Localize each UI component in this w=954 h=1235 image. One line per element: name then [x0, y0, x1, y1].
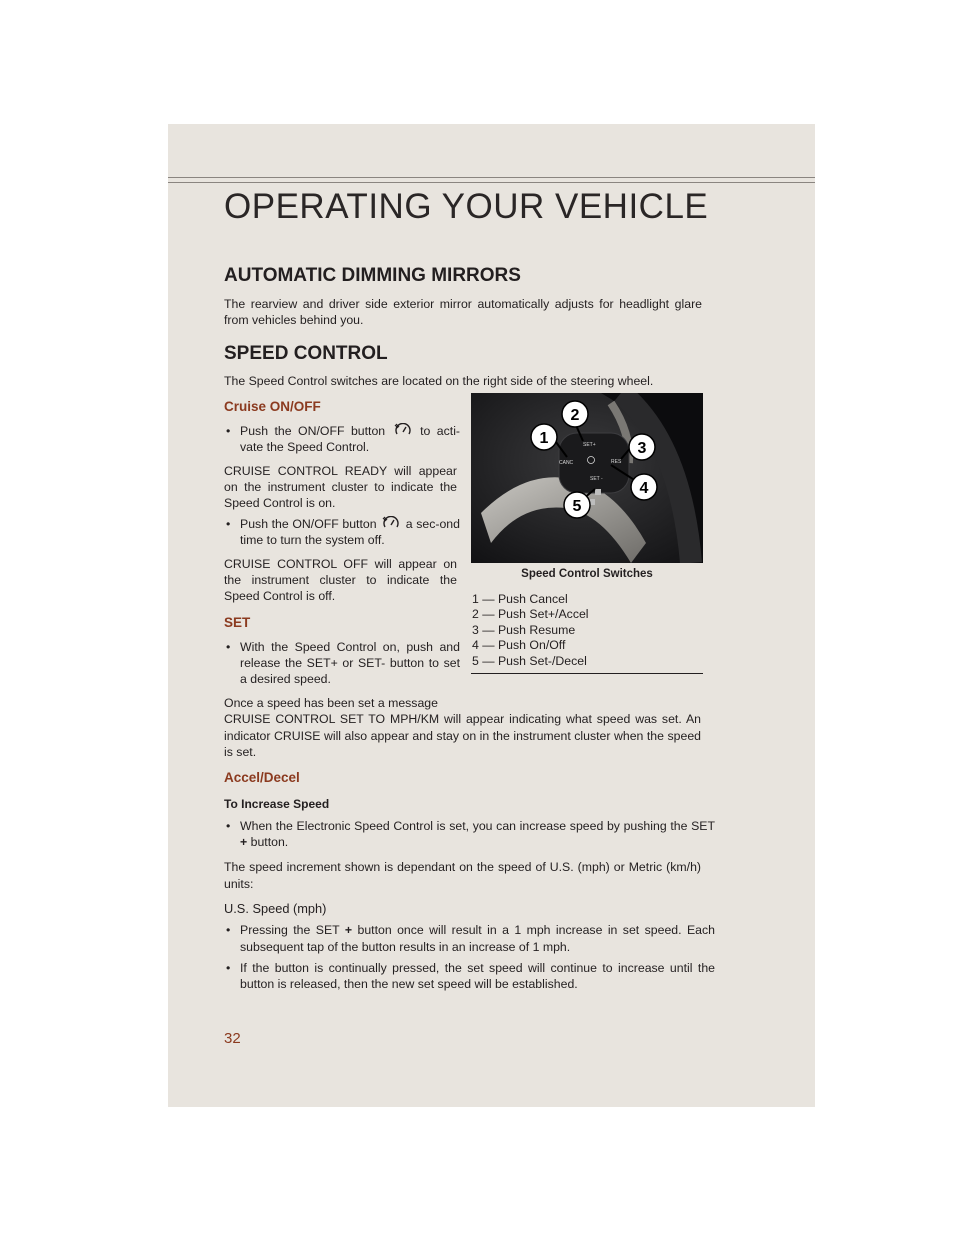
plus-symbol: + [344, 923, 353, 937]
bullet-dot: • [226, 819, 231, 833]
legend-item-3: 3 — Push Resume [472, 622, 576, 637]
legend-item-2: 2 — Push Set+/Accel [472, 607, 589, 622]
bullet-text: Push the ON/OFF button [240, 517, 377, 531]
bullet-text-cont: to acti-vate the Speed Control. [240, 424, 461, 454]
bullet-dot: • [226, 517, 231, 531]
legend-rule [471, 673, 703, 674]
chapter-title: OPERATING YOUR VEHICLE [224, 187, 709, 226]
bullet-text-cont: button once will result in a 1 mph increase in set speed. Each subsequent tap of the button results in an increase of 1 mph. [240, 923, 715, 954]
svg-text:2: 2 [570, 407, 580, 424]
figure-legend [472, 592, 589, 669]
bullet-text: When the Electronic Speed Control is set, you can increase speed by pushing the SET [240, 819, 715, 833]
subheading-increase-speed: To Increase Speed [224, 797, 330, 811]
bullet-text: If the button is continually pressed, the set speed will continue to increase until the button is released, then the new set speed will be established. [240, 961, 715, 991]
label-set-minus: SET - [590, 476, 603, 482]
svg-text:1: 1 [539, 430, 549, 447]
us-bullet-1 [226, 922, 715, 956]
bullet-dot: • [226, 640, 231, 654]
page-number: 32 [224, 1030, 241, 1047]
us-bullet-2 [226, 960, 715, 992]
legend-item-1: 1 — Push Cancel [472, 592, 568, 606]
plus-symbol: + [240, 835, 248, 849]
heading-dimming-mirrors: AUTOMATIC DIMMING MIRRORS [224, 265, 521, 286]
cruise-bullet-1 [226, 423, 460, 455]
header-rule-secondary [168, 182, 815, 183]
callout-3 [629, 434, 655, 460]
bullet-text-cont: a sec-ond time to turn the system off. [240, 517, 460, 547]
callout-1 [531, 424, 557, 450]
callout-5 [564, 492, 590, 518]
increment-text: The speed increment shown is dependant on the speed of U.S. (mph) or Metric (km/h) units: [224, 860, 701, 891]
set-bullet [226, 639, 460, 687]
label-res: RES [611, 459, 622, 465]
cruise-control-icon [394, 423, 412, 437]
cruise-ready-text: CRUISE CONTROL READY will appear on the instrument cluster to indicate the Speed Control is on. [224, 464, 457, 511]
steering-wheel-illustration [471, 393, 703, 563]
svg-text:4: 4 [639, 480, 649, 497]
bullet-text: With the Speed Control on, push and release the SET+ or SET- button to set a desired speed. [240, 640, 460, 686]
label-canc: CANC [559, 460, 574, 466]
svg-text:3: 3 [637, 440, 647, 457]
accel-bullet [226, 818, 715, 850]
cruise-off-text: CRUISE CONTROL OFF will appear on the instrument cluster to indicate the Speed Control is off. [224, 557, 457, 604]
page [168, 124, 815, 1107]
heading-cruise-onoff: Cruise ON/OFF [224, 399, 321, 414]
bullet-text: Pressing the SET [240, 923, 345, 937]
set-message-line1: Once a speed has been set a message [224, 696, 438, 710]
heading-accel-decel: Accel/Decel [224, 770, 300, 785]
callout-4 [631, 474, 657, 500]
bullet-text: Push the ON/OFF button [240, 424, 386, 438]
heading-set: SET [224, 615, 251, 630]
set-message-rest: CRUISE CONTROL SET TO MPH/KM will appear indicating what speed was set. An indicator CRUISE will also appear and stay on in the instrument cluster when the speed is set. [224, 712, 701, 759]
cruise-control-icon [382, 516, 400, 530]
legend-item-5: 5 — Push Set-/Decel [472, 653, 587, 668]
speed-control-switches-figure [471, 393, 703, 563]
bullet-dot: • [226, 923, 231, 937]
us-speed-label: U.S. Speed (mph) [224, 901, 327, 916]
bullet-dot: • [226, 424, 231, 438]
speed-intro: The Speed Control switches are located on the right side of the steering wheel. [224, 374, 654, 388]
dimming-text: The rearview and driver side exterior mirror automatically adjusts for headlight glare from vehicles behind you. [224, 297, 702, 328]
figure-caption: Speed Control Switches [521, 568, 653, 580]
svg-text:5: 5 [572, 498, 582, 515]
heading-speed-control: SPEED CONTROL [224, 343, 388, 364]
legend-item-4: 4 — Push On/Off [472, 638, 566, 653]
label-set-plus: SET+ [583, 442, 596, 448]
cruise-bullet-2 [226, 516, 460, 548]
header-rule [168, 177, 815, 178]
callout-2 [562, 401, 588, 427]
bullet-text-cont: button. [247, 835, 289, 849]
bullet-dot: • [226, 961, 231, 975]
